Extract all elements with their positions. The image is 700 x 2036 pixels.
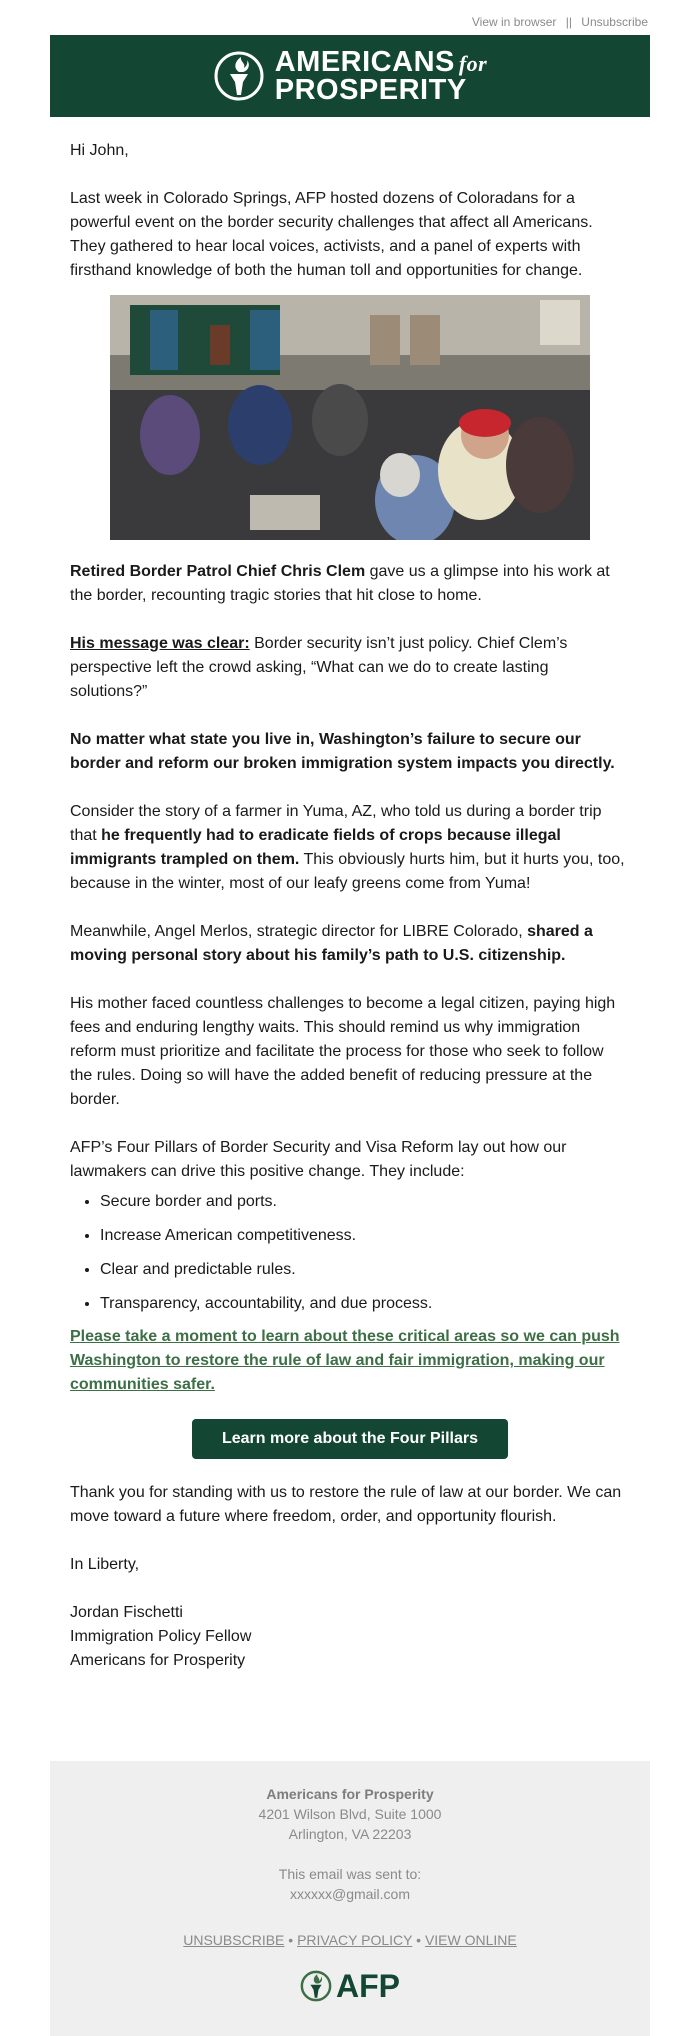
brand-line1: AMERICANS bbox=[274, 46, 455, 78]
paragraph-washington: No matter what state you live in, Washington’s failure to secure our border and reform our broken immigration system impacts you directly. bbox=[70, 731, 615, 772]
afp-banner[interactable] bbox=[50, 35, 650, 117]
event-photo bbox=[110, 295, 590, 540]
signature-title: Immigration Policy Fellow bbox=[70, 1628, 252, 1645]
footer-unsubscribe-link[interactable]: UNSUBSCRIBE bbox=[183, 1932, 285, 1948]
paragraph-merlos bbox=[70, 920, 630, 968]
intro-paragraph: Last week in Colorado Springs, AFP hosted dozens of Coloradans for a powerful event on the border security challenges that affect all Americans. They gathered to hear local voices, activists, and a panel of experts with firsthand knowledge of both the human toll and opportunities for change. bbox=[70, 190, 593, 279]
signature-name: Jordan Fischetti bbox=[70, 1604, 183, 1621]
clem-name: Retired Border Patrol Chief Chris Clem bbox=[70, 563, 366, 580]
list-item: • Secure border and ports. bbox=[100, 1185, 630, 1219]
recipient-email: xxxxxx@gmail.com bbox=[289, 1886, 410, 1902]
link-separator: || bbox=[565, 15, 572, 29]
message-lead: His message was clear: bbox=[70, 635, 250, 652]
email-body bbox=[70, 117, 630, 1673]
footer-links bbox=[50, 1930, 650, 1950]
clem-text: gave us a glimpse into his work at the border, recounting tragic stories that hit close to home. bbox=[70, 563, 610, 604]
torch-icon bbox=[300, 1970, 332, 2002]
paragraph-pillars-intro: AFP’s Four Pillars of Border Security and Visa Reform lay out how our lawmakers can drive this positive change. They include: bbox=[70, 1139, 567, 1180]
four-pillars-button[interactable]: Learn more about the Four Pillars bbox=[192, 1419, 508, 1459]
paragraph-clem bbox=[70, 560, 630, 608]
torch-icon bbox=[213, 50, 265, 102]
paragraph-thanks: Thank you for standing with us to restore the rule of law at our border. We can move toward a future where freedom, order, and opportunity flourish. bbox=[70, 1484, 622, 1525]
learn-more-link[interactable]: Please take a moment to learn about these critical areas so we can push Washington to restore the rule of law and fair immigration, making our communities safer. bbox=[70, 1328, 620, 1393]
afp-footer-logo[interactable] bbox=[50, 1970, 650, 2002]
footer-org: Americans for Prosperity bbox=[266, 1786, 434, 1802]
email-footer bbox=[50, 1761, 650, 2036]
unsubscribe-link[interactable]: Unsubscribe bbox=[581, 15, 648, 29]
afp-logo-text: AFP bbox=[336, 1968, 400, 2004]
yuma-bold: he frequently had to eradicate fields of crops because illegal immigrants trampled on them. bbox=[70, 827, 561, 868]
brand-for: for bbox=[458, 51, 488, 76]
list-item: • Clear and predictable rules. bbox=[100, 1253, 630, 1287]
paragraph-yuma bbox=[70, 800, 630, 896]
merlos-text: Meanwhile, Angel Merlos, strategic director for LIBRE Colorado, bbox=[70, 923, 528, 940]
privacy-policy-link[interactable]: PRIVACY POLICY bbox=[297, 1932, 413, 1948]
signoff: In Liberty, bbox=[70, 1556, 140, 1573]
top-links bbox=[0, 0, 700, 35]
footer-address-line1: 4201 Wilson Blvd, Suite 1000 bbox=[258, 1806, 442, 1822]
paragraph-mother: His mother faced countless challenges to become a legal citizen, paying high fees and enduring lengthy waits. This should remind us why immigration reform must prioritize and facilitate the process for those who seek to follow the rules. Doing so will have the added benefit of reducing pressure at the border. bbox=[70, 995, 616, 1108]
message-text: Border security isn’t just policy. Chief Clem’s perspective left the crowd asking, “What can we do to create lasting solutions?” bbox=[70, 635, 568, 700]
greeting: Hi John, bbox=[70, 142, 129, 159]
view-online-link[interactable]: VIEW ONLINE bbox=[424, 1932, 517, 1948]
footer-address-line2: Arlington, VA 22203 bbox=[288, 1826, 412, 1842]
list-item: • Increase American competitiveness. bbox=[100, 1219, 630, 1253]
signature-org: Americans for Prosperity bbox=[70, 1652, 246, 1669]
brand-line2: PROSPERITY bbox=[274, 74, 467, 106]
link-separator: • bbox=[288, 1932, 294, 1948]
list-item: • Transparency, accountability, and due process. bbox=[100, 1287, 630, 1321]
yuma-text-b: This obviously hurts him, but it hurts you, too, because in the winter, most of our leafy greens come from Yuma! bbox=[70, 851, 625, 892]
view-in-browser-link[interactable]: View in browser bbox=[471, 15, 557, 29]
paragraph-message bbox=[70, 632, 630, 704]
afp-logo bbox=[213, 46, 488, 106]
merlos-bold: shared a moving personal story about his family’s path to U.S. citizenship. bbox=[70, 923, 593, 964]
pillars-list bbox=[70, 1185, 630, 1321]
sent-to-label: This email was sent to: bbox=[278, 1866, 422, 1882]
link-separator: • bbox=[416, 1932, 422, 1948]
yuma-text-a: Consider the story of a farmer in Yuma, AZ, who told us during a border trip that bbox=[70, 803, 602, 844]
